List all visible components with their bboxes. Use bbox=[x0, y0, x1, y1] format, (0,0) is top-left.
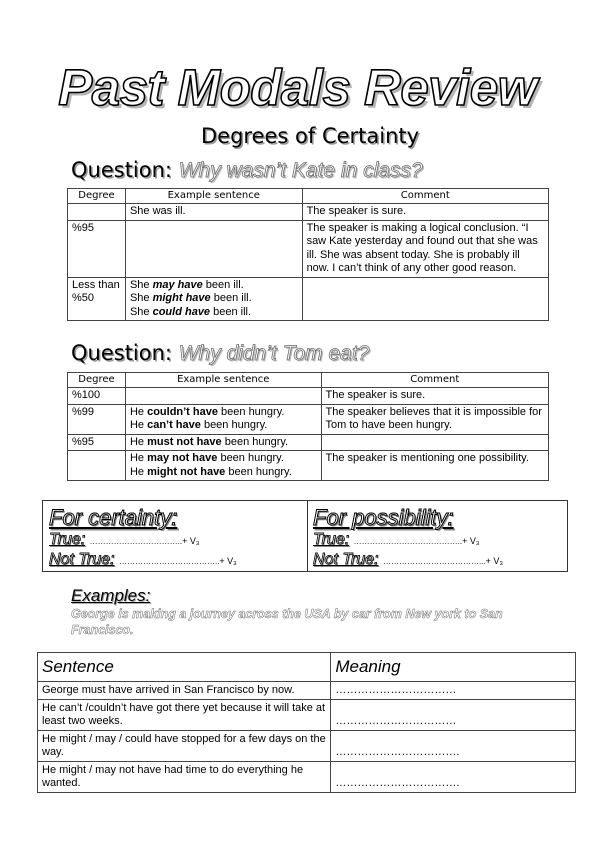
example-line bbox=[130, 292, 298, 306]
possibility-heading: For possibility: bbox=[313, 505, 454, 530]
page-subtitle: Degrees of Certainty bbox=[201, 124, 420, 148]
certainty-not-true-line bbox=[49, 551, 237, 569]
true-label: True: bbox=[313, 531, 350, 548]
page-title: Past Modals Review bbox=[58, 59, 537, 116]
example-line bbox=[130, 466, 317, 480]
modal-phrase: might have bbox=[152, 292, 211, 304]
example-text: He bbox=[129, 435, 148, 448]
example-cell bbox=[125, 220, 302, 277]
degree-cell: %95 bbox=[68, 434, 126, 451]
example-text: been hungry. bbox=[221, 435, 289, 448]
column-header-comment: Comment bbox=[321, 373, 549, 388]
column-header-degree: Degree bbox=[68, 189, 126, 204]
table-header-row bbox=[68, 373, 549, 388]
rules-divider bbox=[307, 501, 308, 571]
modal-phrase: may not have bbox=[147, 452, 218, 464]
table-row bbox=[68, 434, 549, 451]
example-cell bbox=[125, 451, 321, 481]
question-1-text: Why wasn’t Kate in class? bbox=[178, 159, 423, 182]
example-text: He bbox=[129, 405, 148, 418]
modal-phrase: couldn’t have bbox=[147, 405, 218, 418]
meaning-cell: …………………………… bbox=[331, 700, 576, 731]
example-line bbox=[130, 279, 298, 293]
not-true-label: Not True: bbox=[313, 551, 379, 568]
example-text: He bbox=[129, 452, 148, 464]
modal-phrase: must not have bbox=[147, 435, 222, 448]
examples-context: George is making a journey across the USA by car from New york to San Francisco. bbox=[71, 607, 503, 637]
table-row bbox=[38, 762, 576, 793]
example-cell bbox=[125, 388, 321, 405]
comment-cell: The speaker is sure. bbox=[302, 204, 548, 221]
example-line bbox=[130, 306, 298, 320]
modal-phrase: could have bbox=[152, 305, 211, 318]
column-header-sentence: Sentence bbox=[38, 653, 331, 682]
example-line bbox=[130, 436, 317, 450]
degree-cell bbox=[68, 451, 126, 481]
table-header-row bbox=[38, 653, 576, 682]
certainty-true-line bbox=[49, 531, 200, 549]
example-text: She bbox=[129, 292, 153, 304]
possibility-not-true-line bbox=[313, 551, 503, 569]
question-2-table bbox=[67, 372, 549, 481]
possibility-true-line bbox=[313, 531, 480, 549]
example-text: He bbox=[129, 465, 148, 478]
example-text: been ill. bbox=[210, 305, 252, 318]
modal-phrase: might not have bbox=[147, 465, 226, 478]
not-true-label: Not True: bbox=[49, 551, 115, 568]
example-line bbox=[130, 452, 317, 466]
question-1-label: Question: bbox=[71, 158, 173, 182]
examples-heading: Examples: bbox=[71, 586, 151, 605]
degree-cell: %99 bbox=[68, 404, 126, 434]
column-header-degree: Degree bbox=[68, 373, 126, 388]
sentence-cell: He might / may not have had time to do everything he wanted. bbox=[38, 762, 331, 793]
blank-dots: …………………………….. bbox=[89, 537, 183, 546]
meaning-cell: ……………………………. bbox=[331, 762, 576, 793]
table-header-row bbox=[68, 189, 549, 204]
example-text: been hungry. bbox=[225, 465, 292, 478]
rules-box bbox=[42, 500, 568, 572]
table-row bbox=[68, 220, 549, 277]
question-1-heading bbox=[71, 158, 423, 183]
table-row bbox=[38, 682, 576, 700]
example-cell bbox=[125, 277, 302, 321]
table-row bbox=[68, 277, 549, 321]
comment-cell: The speaker is making a logical conclusion. “I saw Kate yesterday and found out that she was ill. She was absent today. She is probably ill now. I can’t think of any other good reason. bbox=[302, 220, 548, 277]
example-text: She bbox=[129, 278, 153, 291]
verb-form: + V₃ bbox=[485, 556, 504, 566]
sentence-cell: He might / may / could have stopped for a few days on the way. bbox=[38, 731, 331, 762]
sentence-cell: He can’t /couldn’t have got there yet because it will take at least two weeks. bbox=[38, 700, 331, 731]
example-text: been hungry. bbox=[217, 405, 285, 418]
true-label: True: bbox=[49, 531, 86, 548]
table-row bbox=[38, 731, 576, 762]
meaning-cell: ……………………………. bbox=[331, 731, 576, 762]
question-1-table bbox=[67, 188, 549, 321]
example-text: been hungry. bbox=[217, 452, 284, 464]
example-cell bbox=[125, 404, 321, 434]
example-line bbox=[130, 419, 317, 433]
degree-cell: %100 bbox=[68, 388, 126, 405]
example-line bbox=[130, 406, 317, 420]
column-header-example: Example sentence bbox=[125, 373, 321, 388]
comment-cell: The speaker is sure. bbox=[321, 388, 549, 405]
comment-cell bbox=[321, 434, 549, 451]
column-header-comment: Comment bbox=[302, 189, 548, 204]
comment-cell bbox=[302, 277, 548, 321]
question-2-text: Why didn’t Tom eat? bbox=[178, 342, 370, 365]
comment-cell: The speaker is mentioning one possibility. bbox=[321, 451, 549, 481]
modal-phrase: can’t have bbox=[147, 419, 201, 431]
table-row bbox=[68, 204, 549, 221]
meaning-cell: …………………………… bbox=[331, 682, 576, 700]
sentence-cell: George must have arrived in San Francisco by now. bbox=[38, 682, 331, 700]
question-2-label: Question: bbox=[71, 341, 173, 365]
certainty-heading: For certainty: bbox=[49, 505, 178, 530]
modal-phrase: may have bbox=[152, 278, 203, 291]
example-cell: She was ill. bbox=[125, 204, 302, 221]
column-header-example: Example sentence bbox=[125, 189, 302, 204]
example-text: been ill. bbox=[210, 292, 252, 304]
table-row bbox=[68, 388, 549, 405]
degree-cell: %95 bbox=[68, 220, 126, 277]
question-2-heading bbox=[71, 341, 369, 366]
examples-table bbox=[37, 652, 576, 793]
table-row bbox=[68, 451, 549, 481]
example-text: She bbox=[129, 305, 153, 318]
example-text: been ill. bbox=[202, 278, 244, 291]
degree-cell: Less than %50 bbox=[68, 277, 126, 321]
example-text: been hungry. bbox=[200, 419, 268, 431]
comment-cell: The speaker believes that it is impossible for Tom to have been hungry. bbox=[321, 404, 549, 434]
blank-dots: ………………………………... bbox=[382, 557, 486, 566]
verb-form: + V₃ bbox=[219, 556, 237, 566]
example-text: He bbox=[129, 419, 148, 431]
table-row bbox=[38, 700, 576, 731]
verb-form: + V₃ bbox=[462, 536, 480, 546]
table-row bbox=[68, 404, 549, 434]
column-header-meaning: Meaning bbox=[331, 653, 576, 682]
blank-dots: ……………………………….. bbox=[118, 557, 220, 566]
example-cell bbox=[125, 434, 321, 451]
blank-dots: ………………………………….. bbox=[353, 537, 463, 546]
degree-cell bbox=[68, 204, 126, 221]
verb-form: + V₃ bbox=[182, 536, 200, 546]
